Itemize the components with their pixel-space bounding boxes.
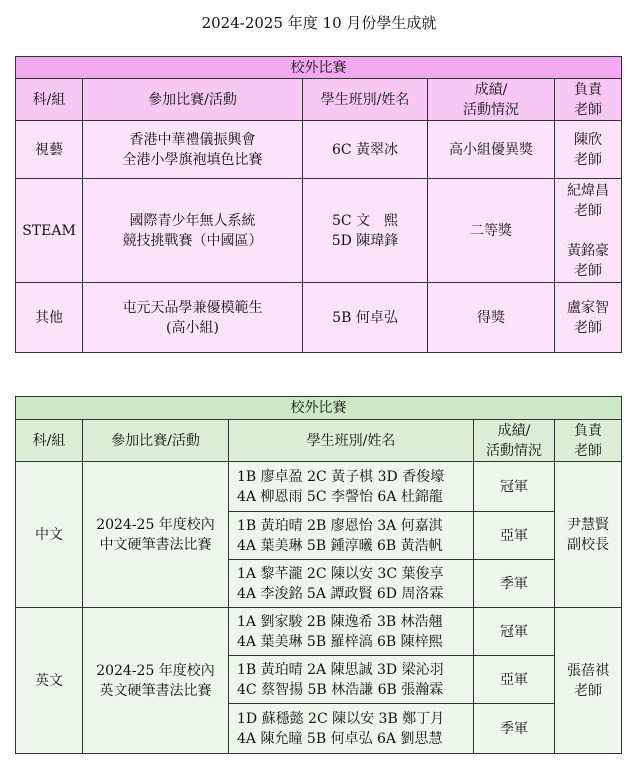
cell-event: 國際青少年無人系統 競技挑戰賽（中國區） bbox=[83, 179, 303, 283]
cell-result: 高小組優異獎 bbox=[428, 121, 555, 179]
table-band-title: 校外比賽 bbox=[16, 397, 622, 420]
cell-result: 二等獎 bbox=[428, 179, 555, 283]
external-competitions-table-2 bbox=[15, 396, 622, 754]
cell-subject: 視藝 bbox=[16, 121, 83, 179]
header-teacher: 負責 老師 bbox=[555, 79, 622, 121]
table-row bbox=[16, 462, 622, 512]
cell-students: 1B 廖卓盈 2C 黃子棋 3D 香俊壕 4A 柳恩雨 5C 李謦怡 6A 杜錦龍 bbox=[229, 462, 474, 512]
header-teacher: 負責 老師 bbox=[555, 420, 622, 462]
header-students: 學生班別/姓名 bbox=[303, 79, 428, 121]
cell-teacher: 紀煒昌 老師 黃銘豪 老師 bbox=[555, 179, 622, 283]
cell-result: 亞軍 bbox=[474, 512, 555, 560]
cell-result: 冠軍 bbox=[474, 608, 555, 656]
cell-subject: 其他 bbox=[16, 283, 83, 353]
cell-event: 屯元天品學兼優模範生 (高小組) bbox=[83, 283, 303, 353]
header-result: 成績/ 活動情況 bbox=[428, 79, 555, 121]
cell-teacher: 陳欣 老師 bbox=[555, 121, 622, 179]
cell-students: 5B 何卓弘 bbox=[303, 283, 428, 353]
cell-teacher: 盧家智 老師 bbox=[555, 283, 622, 353]
header-subject: 科/組 bbox=[16, 420, 83, 462]
cell-students: 1B 黃珀晴 2B 廖恩怡 3A 何嘉淇 4A 葉美琳 5B 鍾淳曦 6B 黃浩帆 bbox=[229, 512, 474, 560]
header-event: 參加比賽/活動 bbox=[83, 420, 229, 462]
cell-event: 香港中華禮儀振興會 全港小學旗袍填色比賽 bbox=[83, 121, 303, 179]
cell-students: 1B 黃珀晴 2A 陳思誠 3D 梁沁羽 4C 蔡智揚 5B 林浩謙 6B 張瀚霖 bbox=[229, 656, 474, 704]
header-students: 學生班別/姓名 bbox=[229, 420, 474, 462]
header-event: 參加比賽/活動 bbox=[83, 79, 303, 121]
cell-students: 6C 黃翠冰 bbox=[303, 121, 428, 179]
table-row bbox=[16, 608, 622, 656]
cell-event: 2024-25 年度校內 中文硬筆書法比賽 bbox=[83, 462, 229, 608]
cell-students: 1A 黎芊瀧 2C 陳以安 3C 葉俊享 4A 李浚銘 5A 譚政賢 6D 周洛霖 bbox=[229, 560, 474, 608]
cell-subject: STEAM bbox=[16, 179, 83, 283]
table-row bbox=[16, 283, 622, 353]
cell-students: 5C 文 熙 5D 陳瑋鋒 bbox=[303, 179, 428, 283]
cell-students: 1A 劉家駿 2B 陳逸希 3B 林浩翹 4A 葉美琳 5B 羅梓滈 6B 陳梓熙 bbox=[229, 608, 474, 656]
cell-event: 2024-25 年度校內 英文硬筆書法比賽 bbox=[83, 608, 229, 754]
cell-result: 冠軍 bbox=[474, 462, 555, 512]
table-row bbox=[16, 121, 622, 179]
external-competitions-table-1 bbox=[15, 56, 622, 353]
cell-subject: 英文 bbox=[16, 608, 83, 754]
cell-result: 亞軍 bbox=[474, 656, 555, 704]
cell-students: 1D 蘇穩懿 2C 陳以安 3B 鄭丁月 4A 陳允瞳 5B 何卓弘 6A 劉思慧 bbox=[229, 704, 474, 754]
header-result: 成績/ 活動情況 bbox=[474, 420, 555, 462]
cell-result: 季軍 bbox=[474, 560, 555, 608]
cell-result: 得獎 bbox=[428, 283, 555, 353]
page-title: 2024-2025 年度 10 月份學生成就 bbox=[201, 14, 437, 32]
table-band-title: 校外比賽 bbox=[16, 57, 622, 79]
cell-subject: 中文 bbox=[16, 462, 83, 608]
cell-result: 季軍 bbox=[474, 704, 555, 754]
cell-teacher: 張蓓祺 老師 bbox=[555, 608, 622, 754]
header-subject: 科/組 bbox=[16, 79, 83, 121]
table-row bbox=[16, 179, 622, 283]
cell-teacher: 尹慧賢 副校長 bbox=[555, 462, 622, 608]
